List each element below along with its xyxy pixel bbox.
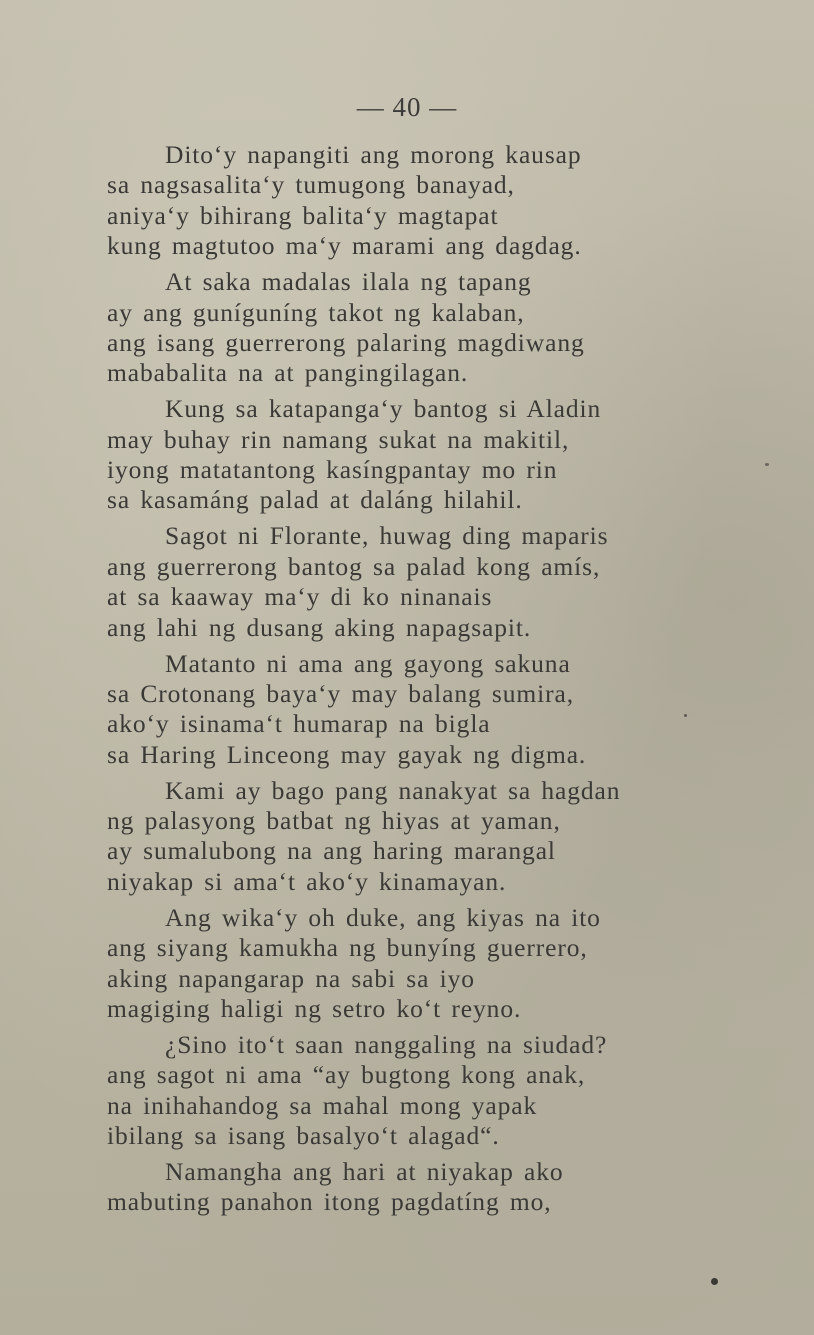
ink-speck [684, 714, 687, 717]
poem-line: ibilang sa isang basalyo‘t alagad“. [107, 1121, 500, 1151]
poem-line: Kami ay bago pang nanakyat sa hagdan [165, 775, 621, 805]
poem-line: mababalita na at pangingilagan. [107, 358, 469, 388]
poem-line: magiging haligi ng setro ko‘t reyno. [107, 993, 522, 1023]
poem-line: aking napangarap na sabi sa iyo [107, 963, 475, 993]
poem-line: Sagot ni Florante, huwag ding maparis [165, 521, 609, 551]
poem-line: iyong matatantong kasíngpantay mo rin [107, 455, 558, 485]
poem-line: kung magtutoo ma‘y marami ang dagdag. [107, 231, 582, 261]
poem-text [107, 140, 727, 1223]
stanza [107, 394, 727, 516]
poem-line: ang lahi ng dusang aking napagsapit. [107, 612, 532, 642]
poem-line: ng palasyong batbat ng hiyas at yaman, [107, 806, 561, 836]
poem-line: Namangha ang hari at niyakap ako [165, 1157, 564, 1186]
poem-line: ¿Sino ito‘t saan nanggaling na siudad? [165, 1029, 608, 1059]
poem-line: ang siyang kamukha ng bunyíng guerrero, [107, 933, 588, 963]
ink-speck [711, 1278, 718, 1285]
poem-line: mabuting panahon itong pagdatíng mo, [107, 1187, 552, 1217]
stanza [107, 140, 727, 262]
ink-speck [765, 463, 769, 466]
poem-line: At saka madalas ilala ng tapang [165, 267, 532, 297]
poem-line: ang isang guerrerong palaring magdiwang [107, 327, 585, 357]
poem-line: sa Crotonang baya‘y may balang sumira, [107, 678, 574, 708]
page-number: — 40 — [356, 92, 458, 122]
stanza [107, 649, 727, 771]
stanza [107, 903, 727, 1025]
poem-line: ay ang guníguníng takot ng kalaban, [107, 297, 525, 327]
poem-line: Ang wika‘y oh duke, ang kiyas na ito [165, 902, 601, 932]
poem-line: na inihahandog sa mahal mong yapak [107, 1090, 538, 1120]
poem-line: niyakap si ama‘t ako‘y kinamayan. [107, 866, 507, 896]
poem-line: ako‘y isinama‘t humarap na bigla [107, 709, 491, 739]
stanza [107, 267, 727, 389]
poem-line: Dito‘y napangiti ang morong kausap [165, 140, 582, 169]
stanza [107, 1157, 727, 1218]
poem-line: aniya‘y bihirang balita‘y magtapat [107, 200, 499, 230]
stanza [107, 776, 727, 898]
poem-line: may buhay rin namang sukat na makitil, [107, 424, 570, 454]
poem-line: sa nagsasalita‘y tumugong banayad, [107, 170, 515, 200]
poem-line: sa kasamáng palad at daláng hilahil. [107, 485, 523, 515]
poem-line: ang guerrerong bantog sa palad kong amís, [107, 551, 601, 581]
poem-line: ay sumalubong na ang haring marangal [107, 836, 556, 866]
poem-line: Matanto ni ama ang gayong sakuna [165, 648, 571, 678]
poem-line: Kung sa katapanga‘y bantog si Aladin [165, 394, 602, 424]
stanza [107, 521, 727, 643]
poem-line: ang sagot ni ama “ay bugtong kong anak, [107, 1060, 586, 1090]
poem-line: sa Haring Linceong may gayak ng digma. [107, 739, 587, 769]
stanza [107, 1030, 727, 1152]
poem-line: at sa kaaway ma‘y di ko ninanais [107, 582, 493, 612]
